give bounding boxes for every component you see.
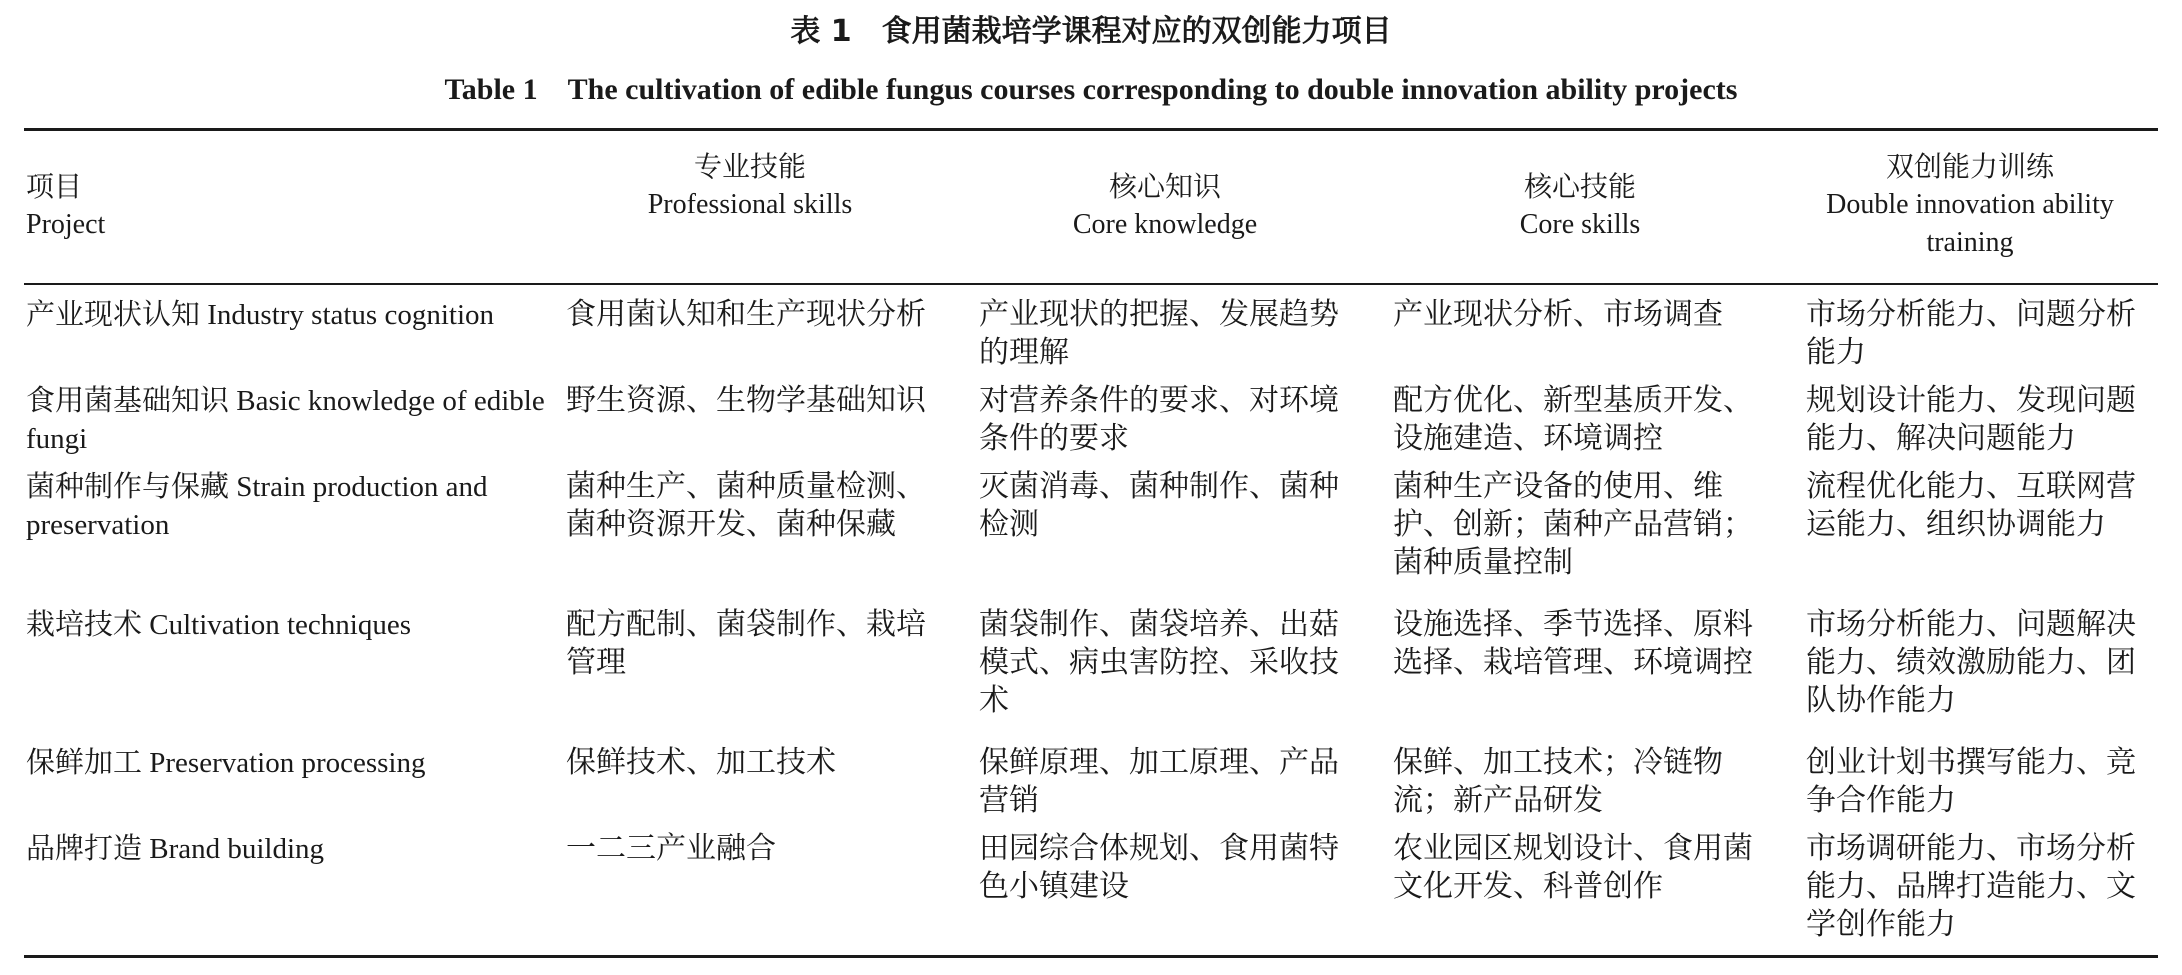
cell-core-skills: 产业现状分析、市场调查 [1393,297,1723,332]
cell-core-knowledge: 产业现状的把握、发展趋势的理解 [979,297,1339,370]
header-professional-skills [560,148,940,268]
header-innovation-training-en: Double innovation ability training [1826,189,2114,258]
header-project-en: Project [26,209,106,240]
table-title-english: Table 1 The cultivation of edible fungus courses corresponding to double innovation ability projects [444,73,1738,106]
cell-core-knowledge: 灭菌消毒、菌种制作、菌种检测 [979,469,1339,542]
header-project [26,168,546,288]
cell-professional-skills: 配方配制、菌袋制作、栽培管理 [566,607,926,680]
header-professional-skills-en: Professional skills [647,189,853,220]
cell-core-skills: 菌种生产设备的使用、维护、创新；菌种产品营销；菌种质量控制 [1393,469,1753,580]
header-core-skills-en: Core skills [1519,209,1641,240]
header-core-knowledge-cn: 核心知识 [1108,170,1221,203]
header-core-skills [1390,168,1770,288]
header-core-skills-cn: 核心技能 [1523,170,1636,203]
cell-innovation-training: 流程优化能力、互联网营运能力、组织协调能力 [1806,469,2136,542]
cell-project: 菌种制作与保藏 Strain production and preservation [26,471,488,541]
cell-innovation-training: 市场分析能力、问题解决能力、绩效激励能力、团队协作能力 [1806,607,2136,718]
cell-core-knowledge: 菌袋制作、菌袋培养、出菇模式、病虫害防控、采收技术 [979,607,1339,718]
cell-project: 栽培技术 Cultivation techniques [26,609,412,641]
cell-professional-skills: 菌种生产、菌种质量检测、菌种资源开发、菌种保藏 [566,469,926,542]
cell-innovation-training: 市场调研能力、市场分析能力、品牌打造能力、文学创作能力 [1806,831,2136,942]
cell-core-skills: 设施选择、季节选择、原料选择、栽培管理、环境调控 [1393,607,1753,680]
cell-core-skills: 配方优化、新型基质开发、设施建造、环境调控 [1393,383,1753,456]
header-innovation-training-cn: 双创能力训练 [1885,150,2054,183]
cell-project: 食用菌基础知识 Basic knowledge of edible fungi [26,385,545,455]
cell-core-skills: 农业园区规划设计、食用菌文化开发、科普创作 [1393,831,1753,904]
table-header-rule [24,283,2158,285]
header-innovation-training [1800,148,2140,268]
header-core-knowledge [975,168,1355,288]
cell-project: 品牌打造 Brand building [26,833,325,865]
header-professional-skills-cn: 专业技能 [693,150,806,183]
cell-project: 产业现状认知 Industry status cognition [26,299,495,331]
cell-core-knowledge: 田园综合体规划、食用菌特色小镇建设 [979,831,1339,904]
cell-innovation-training: 规划设计能力、发现问题能力、解决问题能力 [1806,383,2136,456]
header-core-knowledge-en: Core knowledge [1072,209,1258,240]
cell-professional-skills: 一二三产业融合 [566,831,776,866]
cell-core-skills: 保鲜、加工技术；冷链物流；新产品研发 [1393,745,1723,818]
cell-innovation-training: 市场分析能力、问题分析能力 [1806,297,2136,370]
cell-professional-skills: 保鲜技术、加工技术 [566,745,836,780]
header-project-cn: 项目 [26,170,83,203]
cell-professional-skills: 食用菌认知和生产现状分析 [566,297,926,332]
cell-core-knowledge: 对营养条件的要求、对环境条件的要求 [979,383,1339,456]
table-top-rule [24,128,2158,131]
cell-professional-skills: 野生资源、生物学基础知识 [566,383,926,418]
table-bottom-rule [24,955,2158,958]
cell-innovation-training: 创业计划书撰写能力、竞争合作能力 [1806,745,2136,818]
table-title-chinese: 表 1 食用菌栽培学课程对应的双创能力项目 [790,14,1392,49]
cell-core-knowledge: 保鲜原理、加工原理、产品营销 [979,745,1339,818]
cell-project: 保鲜加工 Preservation processing [26,747,426,779]
